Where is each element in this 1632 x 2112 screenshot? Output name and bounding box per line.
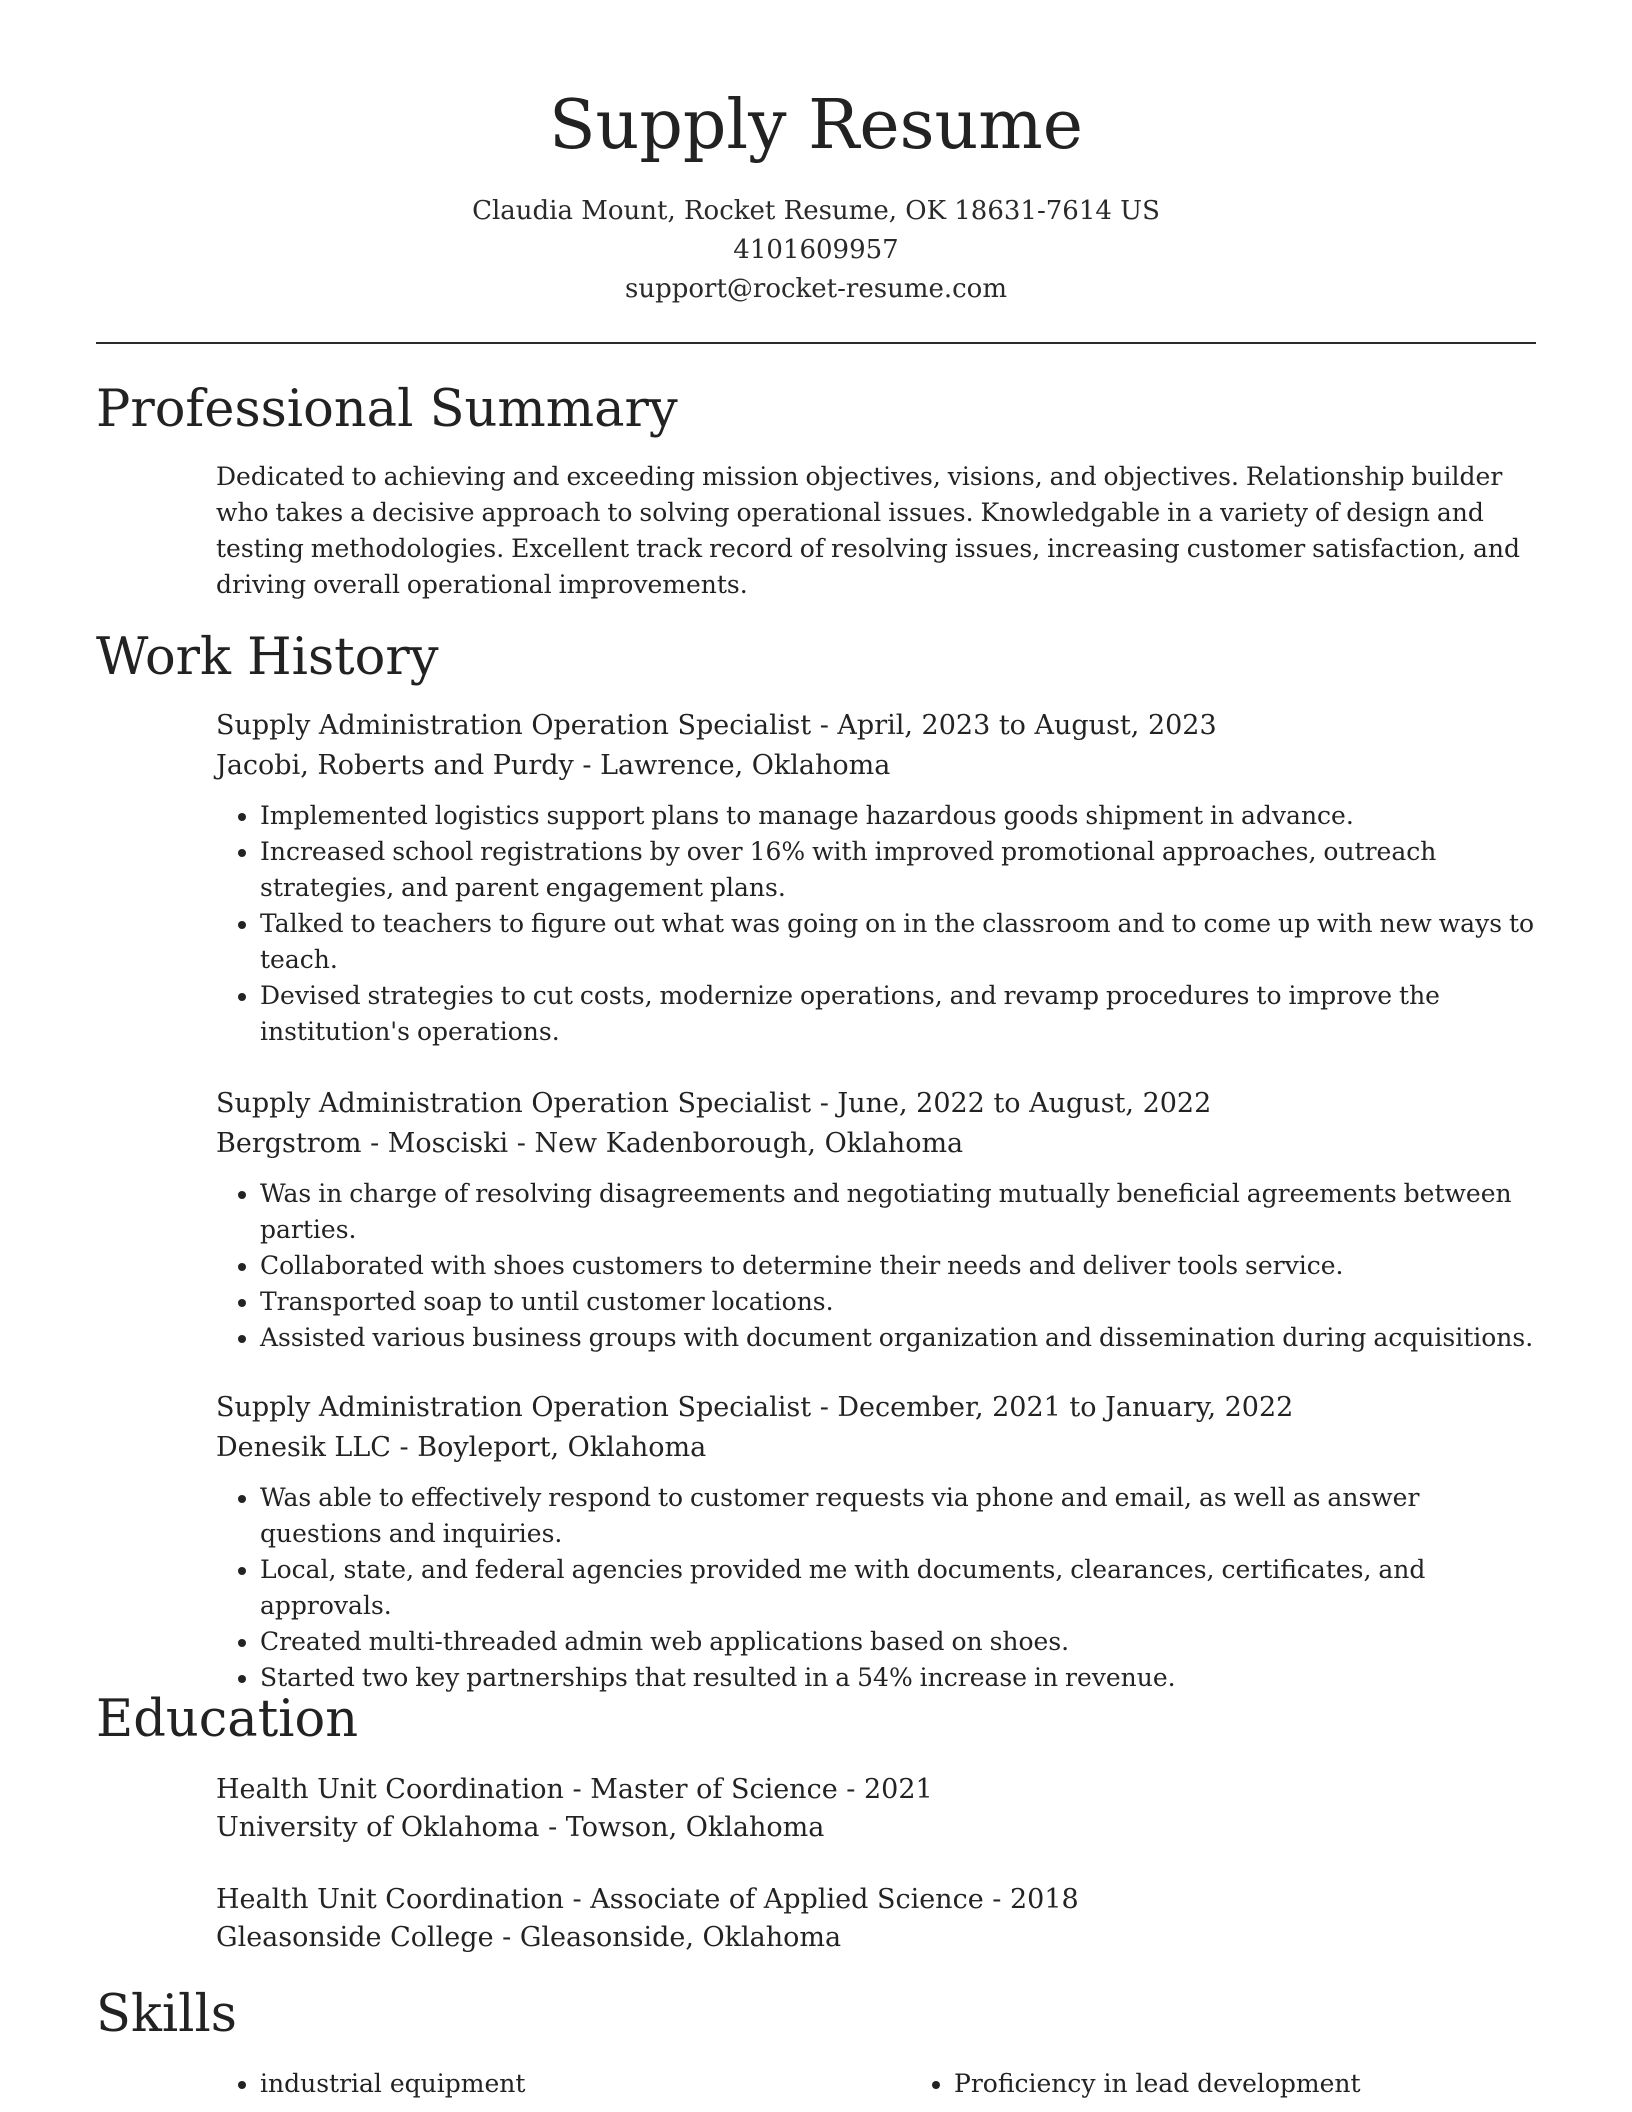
skill-item: • Proficiency in lead development [954,2066,1536,2102]
education-degree-line [216,1881,1536,1919]
job-bullet: • Was in charge of resolving disagreements and negotiating mutually beneficial agreements between parties. [260,1176,1536,1248]
education-year: 2018 [1009,1884,1079,1915]
job-dates: December, 2021 to January, 2022 [837,1392,1294,1423]
job-bullet: • Transported soap to until customer locations. [260,1284,1536,1320]
education-entry [216,1771,1536,1847]
section-title-skills: Skills [96,1985,237,2044]
section-title-summary: Professional Summary [96,380,678,439]
job-dates: April, 2023 to August, 2023 [837,710,1217,741]
job-company: Denesik LLC [216,1432,391,1463]
job-title: Supply Administration Operation Specialist [216,1088,812,1119]
job-entry [216,706,1536,1050]
job-bullet: • Assisted various business groups with document organization and dissemination during acquisitions. [260,1320,1536,1356]
job-company-line [216,1124,1536,1164]
job-company: Jacobi, Roberts and Purdy [216,750,574,781]
separator: - [390,1432,418,1463]
job-bullet: • Was able to effectively respond to customer requests via phone and email, as well as answer questions and inquiries. [260,1480,1536,1552]
job-bullets [216,798,1536,1050]
job-bullet: • Created multi-threaded admin web applications based on shoes. [260,1624,1536,1660]
education-field: Health Unit Coordination [216,1884,564,1915]
header-divider [96,342,1536,344]
separator: - [539,1812,566,1843]
education-school: Gleasonside College [216,1922,494,1953]
job-bullet: • Devised strategies to cut costs, modernize operations, and revamp procedures to improve the institution's operations. [260,978,1536,1050]
section-title-work-history: Work History [96,628,439,687]
job-location: Boyleport, Oklahoma [417,1432,707,1463]
education-degree: Master of Science [590,1774,838,1805]
job-company-line [216,1428,1536,1468]
job-entry [216,1388,1536,1696]
skills-column [910,2066,1536,2102]
summary-text: Dedicated to achieving and exceeding mission objectives, visions, and objectives. Relationship builder who takes a decisive approach to solving operational issues. Knowledgable in a variety of design and testing methodologies. Excellent track record of resolving issues, increasing customer satisfaction, and driving overall operational improvements. [216,462,1521,599]
job-bullet: • Local, state, and federal agencies provided me with documents, clearances, certificates, and approvals. [260,1552,1536,1624]
job-title-line [216,1084,1536,1124]
separator: - [573,750,601,781]
job-bullet: • Increased school registrations by over 16% with improved promotional approaches, outreach strategies, and parent engagement plans. [260,834,1536,906]
separator: - [837,1774,864,1805]
contact-email: support@rocket-resume.com [624,274,1007,304]
contact-phone: 4101609957 [733,235,899,265]
separator: - [811,1392,838,1423]
contact-info [0,192,1632,309]
job-location: Lawrence, Oklahoma [600,750,891,781]
contact-address: Claudia Mount, Rocket Resume, OK 18631-7614 US [472,196,1160,226]
job-bullets [216,1480,1536,1696]
skills-column [216,2066,910,2102]
education-year: 2021 [863,1774,933,1805]
job-dates: June, 2022 to August, 2022 [837,1088,1212,1119]
job-bullet: • Implemented logistics support plans to manage hazardous goods shipment in advance. [260,798,1536,834]
section-title-education: Education [96,1690,359,1749]
separator: - [508,1128,535,1159]
education-location: Towson, Oklahoma [565,1812,825,1843]
education-location: Gleasonside, Oklahoma [519,1922,842,1953]
skills-list [216,2066,1536,2102]
education-entry [216,1881,1536,1957]
job-bullets [216,1176,1536,1356]
resume-header [0,0,1632,309]
job-location: New Kadenborough, Oklahoma [534,1128,964,1159]
education-school: University of Oklahoma [216,1812,540,1843]
resume-name: Supply Resume [548,86,1084,165]
job-company: Bergstrom - Mosciski [216,1128,509,1159]
job-entry [216,1084,1536,1356]
separator: - [811,1088,838,1119]
job-title-line [216,1388,1536,1428]
job-title: Supply Administration Operation Specialist [216,1392,812,1423]
education-field: Health Unit Coordination [216,1774,564,1805]
separator: - [983,1884,1010,1915]
job-company-line [216,746,1536,786]
separator: - [811,710,838,741]
job-bullet: • Talked to teachers to figure out what was going on in the classroom and to come up with new ways to teach. [260,906,1536,978]
job-bullet: • Collaborated with shoes customers to determine their needs and deliver tools service. [260,1248,1536,1284]
education-school-line [216,1809,1536,1847]
education-degree-line [216,1771,1536,1809]
separator: - [563,1774,591,1805]
job-title: Supply Administration Operation Specialist [216,710,812,741]
education-school-line [216,1919,1536,1957]
separator: - [563,1884,591,1915]
education-degree: Associate of Applied Science [590,1884,984,1915]
separator: - [493,1922,520,1953]
job-title-line [216,706,1536,746]
skill-item: • industrial equipment [260,2066,910,2102]
job-bullet: • Started two key partnerships that resulted in a 54% increase in revenue. [260,1660,1536,1696]
